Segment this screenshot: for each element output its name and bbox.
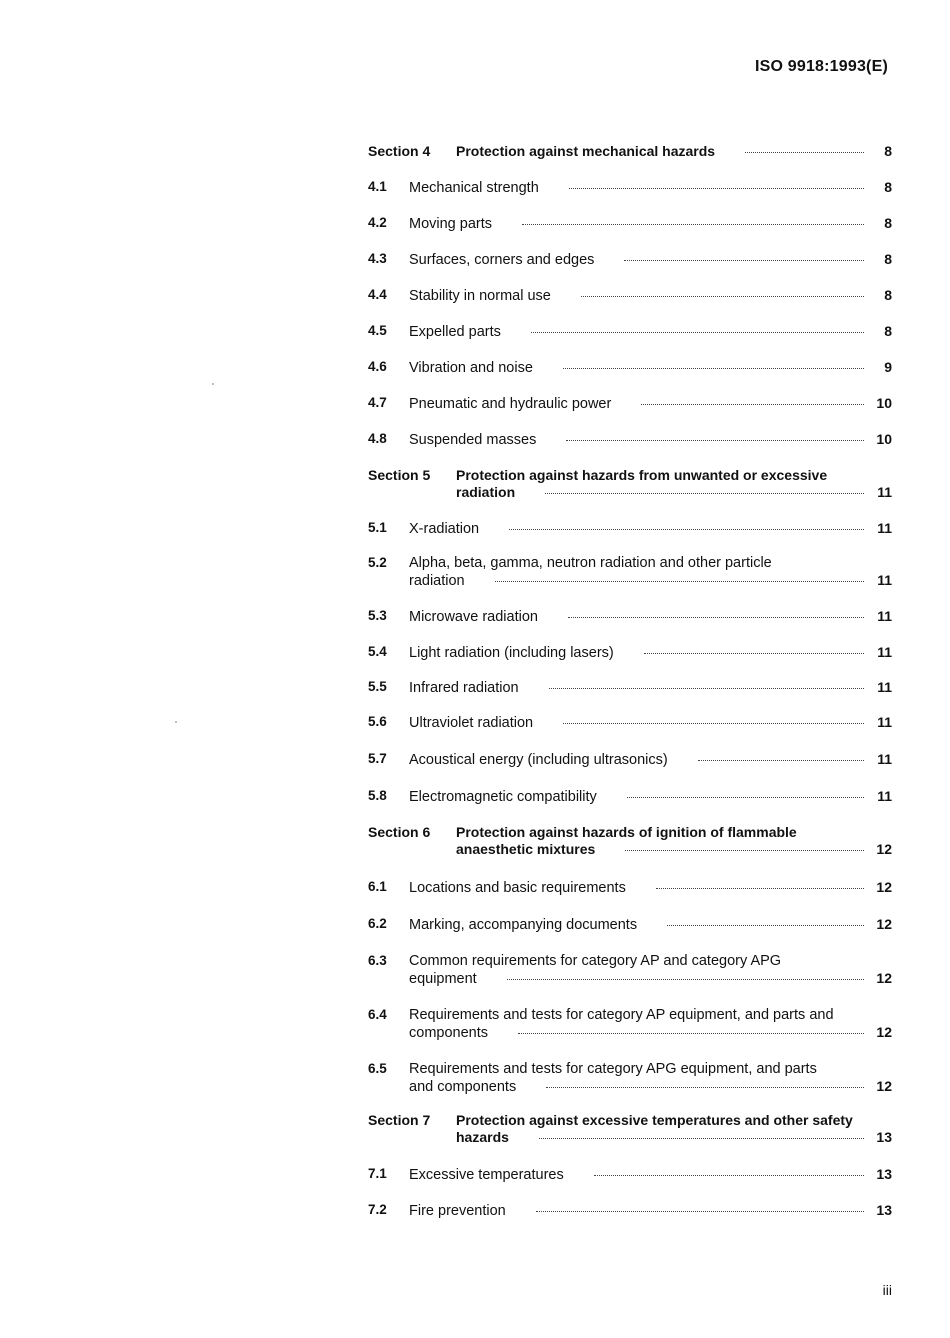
dot-leader xyxy=(667,925,864,926)
toc-page-number: 12 xyxy=(876,916,892,932)
dot-leader xyxy=(495,581,864,582)
toc-page-number: 11 xyxy=(877,484,892,500)
dot-leader xyxy=(641,404,864,405)
toc-title: Excessive temperatures xyxy=(409,1167,564,1183)
toc-number: 4.1 xyxy=(368,179,387,194)
toc-page-number: 8 xyxy=(884,215,892,231)
toc-page-number: 12 xyxy=(876,1078,892,1094)
dot-leader xyxy=(522,224,864,225)
toc-title: Requirements and tests for category AP equipment, and parts and xyxy=(409,1007,834,1023)
toc-title: Light radiation (including lasers) xyxy=(409,645,614,661)
dot-leader xyxy=(539,1138,864,1139)
toc-number: Section 6 xyxy=(368,824,431,840)
toc-page-number: 12 xyxy=(876,970,892,986)
toc-number: 6.4 xyxy=(368,1007,387,1022)
toc-title: Expelled parts xyxy=(409,324,501,340)
dot-leader xyxy=(569,188,864,189)
toc-page-number: 11 xyxy=(877,679,892,695)
dot-leader xyxy=(698,760,864,761)
toc-page-number: 11 xyxy=(877,714,892,730)
toc-title: Pneumatic and hydraulic power xyxy=(409,396,612,412)
toc-number: 5.4 xyxy=(368,644,387,659)
toc-number: Section 7 xyxy=(368,1112,431,1128)
toc-title: X-radiation xyxy=(409,521,480,537)
toc-number: Section 5 xyxy=(368,467,431,483)
toc-title: Common requirements for category AP and category APG xyxy=(409,953,782,969)
toc-page-number: 12 xyxy=(876,879,892,895)
toc-page-number: 11 xyxy=(877,608,892,624)
toc-page-number: 11 xyxy=(877,788,892,804)
scan-speck xyxy=(175,721,177,723)
toc-number: 7.1 xyxy=(368,1166,387,1181)
toc-title: Protection against hazards from unwanted or excessive xyxy=(456,467,828,483)
toc-title: Ultraviolet radiation xyxy=(409,715,534,731)
toc-page-number: 11 xyxy=(877,751,892,767)
toc-page-number: 8 xyxy=(884,287,892,303)
toc-title: Protection against mechanical hazards xyxy=(456,143,716,159)
dot-leader xyxy=(627,797,864,798)
toc-title: Requirements and tests for category APG equipment, and parts xyxy=(409,1061,817,1077)
dot-leader xyxy=(507,979,864,980)
dot-leader xyxy=(656,888,864,889)
toc-title: and components xyxy=(409,1079,517,1095)
toc-number: 5.6 xyxy=(368,714,387,729)
toc-page-number: 8 xyxy=(884,323,892,339)
toc-number: 5.2 xyxy=(368,555,387,570)
document-id: ISO 9918:1993(E) xyxy=(754,58,888,75)
toc-page-number: 11 xyxy=(877,520,892,536)
toc-title: hazards xyxy=(456,1129,509,1145)
dot-leader xyxy=(549,688,864,689)
toc-title: Locations and basic requirements xyxy=(409,880,626,896)
toc-number: 4.5 xyxy=(368,323,387,338)
toc-page-number: 12 xyxy=(876,841,892,857)
toc-page-number: 13 xyxy=(876,1129,892,1145)
toc-title: Surfaces, corners and edges xyxy=(409,252,595,268)
toc-title: Moving parts xyxy=(409,216,493,232)
toc-title: Suspended masses xyxy=(409,432,537,448)
toc-title: Infrared radiation xyxy=(409,680,519,696)
toc-title: Stability in normal use xyxy=(409,288,551,304)
toc-title: Protection against hazards of ignition of flammable xyxy=(456,824,797,840)
toc-number: 4.7 xyxy=(368,395,387,410)
toc-number: 5.1 xyxy=(368,520,387,535)
dot-leader xyxy=(509,529,864,530)
toc-number: 4.6 xyxy=(368,359,387,374)
dot-leader xyxy=(563,368,864,369)
toc-page-number: 11 xyxy=(877,644,892,660)
toc-title: radiation xyxy=(456,484,516,500)
toc-page-number: 8 xyxy=(884,143,892,159)
toc-title: Vibration and noise xyxy=(409,360,533,376)
toc-page-number: 13 xyxy=(876,1202,892,1218)
toc-title: Electromagnetic compatibility xyxy=(409,789,597,805)
toc-number: 6.3 xyxy=(368,953,387,968)
toc-title: Marking, accompanying documents xyxy=(409,917,638,933)
toc-page-number: 9 xyxy=(884,359,892,375)
dot-leader xyxy=(545,493,864,494)
toc-page-number: 13 xyxy=(876,1166,892,1182)
toc-title: components xyxy=(409,1025,488,1041)
toc-number: 6.1 xyxy=(368,879,387,894)
toc-page-number: 8 xyxy=(884,179,892,195)
toc-page-number: 10 xyxy=(876,431,892,447)
toc-number: 4.2 xyxy=(368,215,387,230)
dot-leader xyxy=(568,617,864,618)
scan-speck xyxy=(212,383,214,385)
page-number: iii xyxy=(882,1282,892,1298)
toc-title: Protection against excessive temperatures and other safety xyxy=(456,1112,853,1128)
toc-page-number: 12 xyxy=(876,1024,892,1040)
toc-number: Section 4 xyxy=(368,143,431,159)
toc-title: Fire prevention xyxy=(409,1203,506,1219)
dot-leader xyxy=(566,440,864,441)
dot-leader xyxy=(581,296,864,297)
toc-number: 5.5 xyxy=(368,679,387,694)
toc-number: 4.3 xyxy=(368,251,387,266)
dot-leader xyxy=(536,1211,864,1212)
dot-leader xyxy=(625,850,864,851)
dot-leader xyxy=(624,260,864,261)
toc-title: Alpha, beta, gamma, neutron radiation and other particle xyxy=(409,555,772,571)
dot-leader xyxy=(563,723,864,724)
toc-number: 6.2 xyxy=(368,916,387,931)
toc-title: Mechanical strength xyxy=(409,180,539,196)
toc-number: 4.8 xyxy=(368,431,387,446)
toc-number: 5.7 xyxy=(368,751,387,766)
toc-number: 5.8 xyxy=(368,788,387,803)
toc-number: 5.3 xyxy=(368,608,387,623)
toc-number: 7.2 xyxy=(368,1202,387,1217)
toc-number: 6.5 xyxy=(368,1061,387,1076)
toc-title: radiation xyxy=(409,573,465,589)
toc-number: 4.4 xyxy=(368,287,387,302)
dot-leader xyxy=(644,653,864,654)
toc-title: Microwave radiation xyxy=(409,609,538,625)
toc-title: equipment xyxy=(409,971,477,987)
dot-leader xyxy=(546,1087,864,1088)
dot-leader xyxy=(518,1033,864,1034)
toc-title: anaesthetic mixtures xyxy=(456,841,596,857)
dot-leader xyxy=(531,332,864,333)
toc-page-number: 10 xyxy=(876,395,892,411)
dot-leader xyxy=(745,152,864,153)
dot-leader xyxy=(594,1175,864,1176)
toc-title: Acoustical energy (including ultrasonics) xyxy=(409,752,668,768)
toc-page-number: 11 xyxy=(877,572,892,588)
toc-page-number: 8 xyxy=(884,251,892,267)
